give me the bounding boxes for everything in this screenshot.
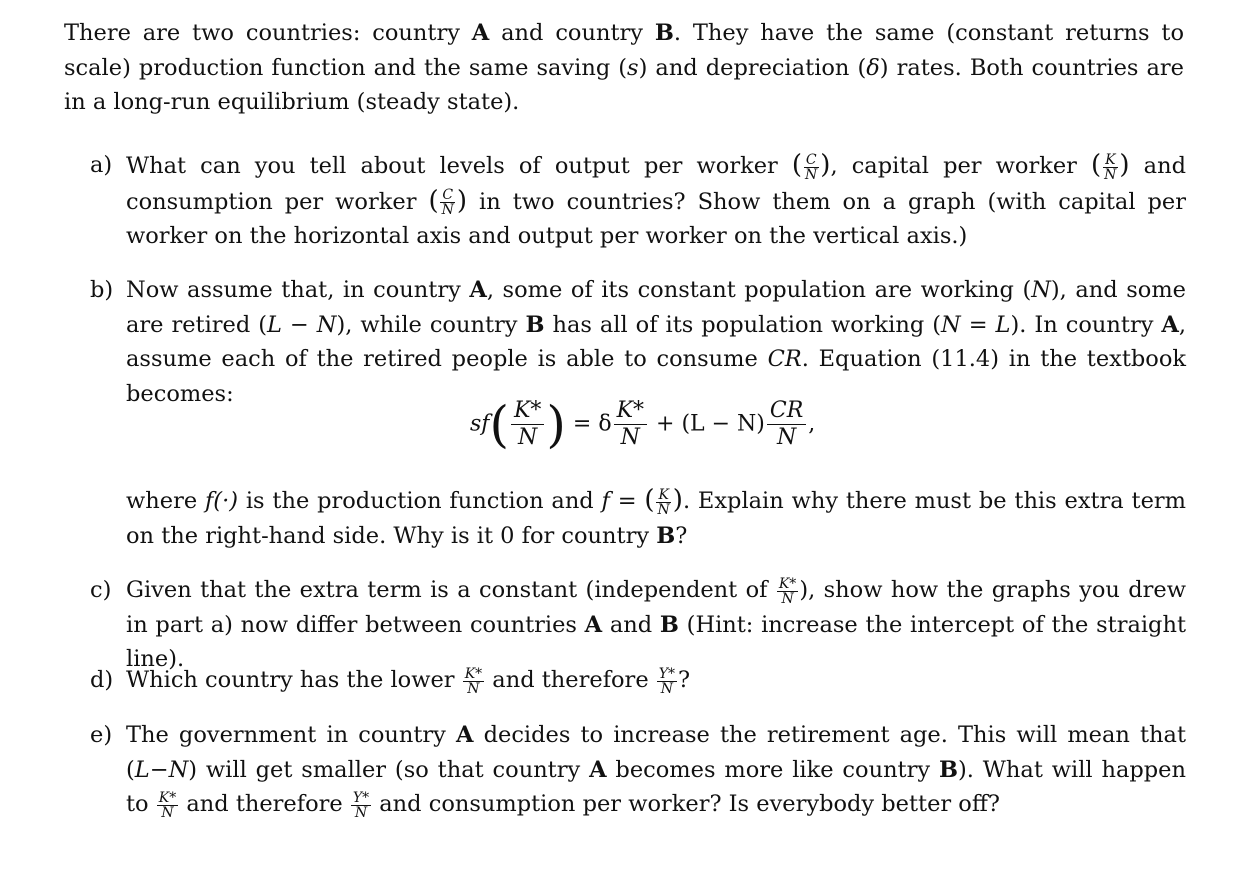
equation: sf( $\frac{K*}{N}$ ) = δ $\frac{K*}{N}$ + (L − N) $\frac{CR}{N}$ , xyxy=(470,395,816,454)
fraction: $\frac{C}{N}$ xyxy=(805,151,818,183)
text: ) and depreciation ( xyxy=(638,54,867,81)
question-text: What can you tell about levels of output per worker ( $\frac{C}{N}$ ), capital per worker ( $\frac{K}{N}$ ) and consumption per worker ( $\frac{C}{N}$ ) in two countries? Show them on a graph (with capital per worker on the horizontal axis and output per worker on the vertical axis.) xyxy=(126,150,1186,249)
eq-sf: sf xyxy=(470,411,490,437)
question-text: The government in country A decides to increase the retirement age. This will mean that (L−N) will get smaller (so that country A becomes more like country B). What will happen to $\frac{K*}{N}$ and therefore $\frac{Y*}{N}$ and consumption per worker? Is everybody better off? xyxy=(126,722,1186,821)
fraction: $\frac{Y*}{N}$ xyxy=(658,665,676,697)
fraction: $\frac{C}{N}$ xyxy=(441,187,454,218)
eq-fraction: $\frac{CR}{N}$ xyxy=(767,398,806,451)
fraction: $\frac{K*}{N}$ xyxy=(464,665,483,697)
text: and country xyxy=(489,20,655,46)
question-d xyxy=(90,663,1186,698)
question-text: Which country has the lower $\frac{K*}{N}$ and therefore $\frac{Y*}{N}$ ? xyxy=(126,665,691,697)
text: There are two countries: country xyxy=(64,20,472,46)
question-c xyxy=(90,573,1186,677)
question-b xyxy=(90,273,1186,411)
question-label: c) xyxy=(90,577,112,603)
fraction: $\frac{K*}{N}$ xyxy=(778,575,797,607)
question-label: a) xyxy=(90,152,113,178)
question-text: Now assume that, in country A, some of its constant population are working (N), and some are retired (L − N), while country B has all of its population working (N = L). In country A, assume each of the retired people is able to consume CR. Equation (11.4) in the textbook becomes: xyxy=(126,277,1187,407)
fraction: $\frac{K*}{N}$ xyxy=(158,789,177,821)
question-label: e) xyxy=(90,722,113,748)
symbol-delta: δ xyxy=(866,54,880,81)
fraction: $\frac{K}{N}$ xyxy=(1104,151,1117,183)
eq-fraction: $\frac{K*}{N}$ xyxy=(614,398,647,451)
symbol-s: s xyxy=(627,54,639,81)
question-label: d) xyxy=(90,667,114,693)
question-b-where xyxy=(90,483,1186,553)
text: ) rates. Both countries are in a long-run equilibrium (steady state). xyxy=(64,54,1184,115)
country-b: B xyxy=(654,20,674,46)
fraction: $\frac{Y*}{N}$ xyxy=(352,789,370,821)
country-a: A xyxy=(471,20,490,46)
question-label: b) xyxy=(90,277,114,303)
eq-delta: = δ xyxy=(572,411,612,437)
question-e xyxy=(90,718,1186,822)
fraction: $\frac{K}{N}$ xyxy=(657,486,670,518)
question-text: Given that the extra term is a constant (independent of $\frac{K*}{N}$ ), show how the graphs you drew in part a) now differ between countries A and B (Hint: increase the intercept of the straight line). xyxy=(126,575,1187,672)
intro-paragraph xyxy=(64,16,1184,120)
eq-extra-term: + (L − N) xyxy=(656,411,765,437)
text: . They have the same (constant returns to scale) production function and the same saving ( xyxy=(64,20,1184,81)
eq-fraction: $\frac{K*}{N}$ xyxy=(511,398,544,451)
question-text: where f(·) is the production function and f = ( $\frac{K}{N}$ ). Explain why there must be this extra term on the right-hand side. Why is it 0 for country B? xyxy=(126,485,1186,549)
question-a xyxy=(90,148,1186,254)
